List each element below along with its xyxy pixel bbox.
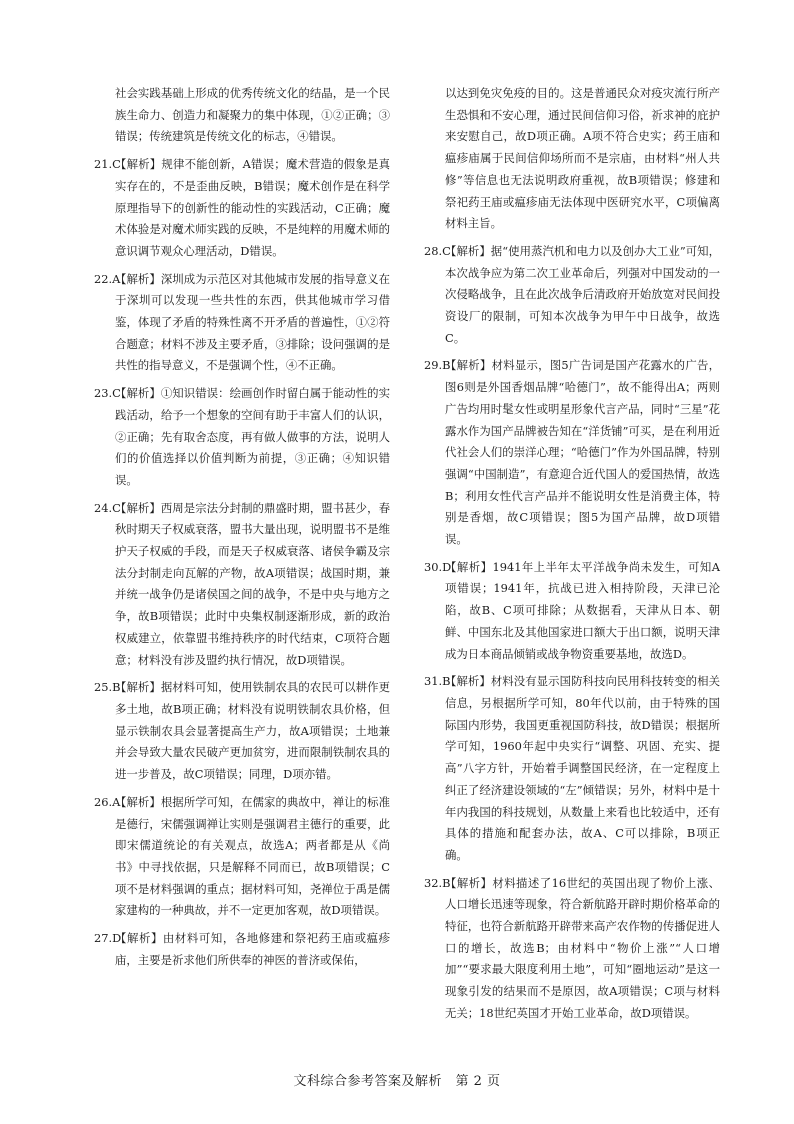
answer-entry-31 — [424, 671, 720, 866]
answer-entry-27 — [94, 928, 390, 971]
answer-entry-30 — [424, 557, 720, 666]
answer-number: 29.B — [424, 358, 451, 373]
answer-explanation: 【解析】深圳成为示范区对其他城市发展的指导意义在于深圳可以发现一些共性的东西，供其他城市学习借鉴，体现了矛盾的特殊性离不开矛盾的普遍性，①②符合题意；材料不涉及主要矛盾，③排除；设问强调的是共性的指导意义，不是强调个性，④不正确。 — [115, 271, 390, 373]
page-footer: 文科综合参考答案及解析 第 2 页 — [293, 1074, 501, 1089]
answer-entry-29 — [424, 355, 720, 550]
answer-explanation: 【解析】材料显示，图5广告词是国产花露水的广告，图6则是外国香烟品牌“哈德门”，故不能得出A；两则广告均用时髦女性或明星形象代言产品，同时“三星”花露水作为国产品牌被告知在“洋货铺”可买，是在利用近代社会人们的崇洋心理；“哈德门”作为外国品牌，特别强调“中国制造”，有意迎合近代国人的爱国热情，故选B；利用女性代言产品并不能说明女性是消费主体，特别是香烟，故C项错误；图5为国产品牌，故D项错误。 — [445, 358, 720, 547]
answer-entry-32 — [424, 873, 720, 1025]
answer-number: 26.A — [94, 794, 121, 809]
answer-number: 30.D — [424, 559, 452, 574]
answer-number: 32.B — [424, 875, 451, 890]
answer-explanation: 【解析】材料描述了16世纪的英国出现了物价上涨、人口增长迅速等现象，符合新航路开辟时期价格革命的特征，也符合新航路开辟带来高产农作物的传播促进人口的增长，故选B；由材料中“物价上涨”“人口增加”“要求最大限度利用土地”，可知“圈地运动”是这一现象引发的结果而不是原因，故A项错误；C项与材料无关；18世纪英国才开始工业革命，故D项错误。 — [445, 875, 720, 1020]
answer-entry-28 — [424, 241, 720, 350]
answer-entry-24 — [94, 498, 390, 672]
answer-entry-22 — [94, 269, 390, 378]
answer-number: 21.C — [94, 157, 121, 172]
answer-explanation: 【解析】1941年上半年太平洋战争尚未发生，可知A项错误；1941年，抗战已进入相持阶段，天津已沦陷，故B、C项可排除；从数据看，天津从日本、朝鲜、中国东北及其他国家进口额大于出口额，说明天津成为日本商品倾销或战争物资重要基地，故选D。 — [445, 559, 720, 661]
answer-explanation: 【解析】规律不能创新，A错误；魔术营造的假象是真实存在的，不是歪曲反映，B错误；魔术创作是在科学原理指导下的创新性的能动性的实践活动，C正确；魔术体验是对魔术师实践的反映，不是纯粹的用魔术师的意识调节观众心理活动，D错误。 — [115, 157, 390, 258]
answer-number: 24.C — [94, 500, 121, 515]
answer-entry-26 — [94, 792, 390, 922]
answer-explanation: 【解析】西周是宗法分封制的鼎盛时期，盟书甚少，春秋时期天子权威衰落，盟书大量出现，说明盟书不是维护天子权威的手段，而是天子权威衰落、诸侯争霸及宗法分封制走向瓦解的产物，故A项错误；战国时期，兼并统一战争仍是诸侯国之间的战争，不是中央与地方之争，故B项错误；此时中央集权制逐渐形成，新的政治权威建立，依靠盟书维持秩序的时代结束，C项符合题意；材料没有涉及盟约执行情况，故D项错误。 — [115, 500, 390, 667]
answer-explanation: 【解析】①知识错误：绘画创作时留白属于能动性的实践活动，给予一个想象的空间有助于丰富人们的认识，②正确；先有取舍态度，再有做人做事的方法，说明人们的价值选择以价值判断为前提，③正确；④知识错误。 — [115, 386, 390, 487]
answer-explanation: 【解析】据“使用蒸汽机和电力以及创办大工业”可知，本次战争应为第二次工业革命后，列强对中国发动的一次侵略战争，且在此次战争后清政府开始放宽对民间投资设厂的限制，可知本次战争为甲午中日战争，故选C。 — [445, 243, 720, 345]
left-column — [94, 83, 390, 977]
answer-explanation: 【解析】材料没有显示国防科技向民用科技转变的相关信息，另根据所学可知，80年代以前，由于特殊的国际国内形势，我国更重视国防科技，故D错误；根据所学可知，1960年起中央实行“调整、巩固、充实、提高”八字方针，开始着手调整国民经济，在一定程度上纠正了经济建设领域的“左”倾错误；另外，材料中是十年内我国的科技规划，从数量上来看也比较适中，还有具体的措施和配套办法，故A、C可以排除，B项正确。 — [445, 674, 720, 862]
answer-explanation: 【解析】由材料可知，各地修建和祭祀药王庙或瘟疹庙，主要是祈求他们所供奉的神医的普济或保佑， — [115, 931, 390, 967]
answer-number: 22.A — [94, 271, 121, 286]
answer-number: 27.D — [94, 931, 122, 946]
answer-explanation: 【解析】根据所学可知，在儒家的典故中，禅让的标准是德行，宋儒强调禅让实则是强调君主德行的重要，此即宋儒道统论的有关观点，故选A；两者都是从《尚书》中寻找依据，只是解释不同而已，故B项错误；C项不是材料强调的重点；据材料可知，尧禅位于禹是儒家建构的一种典故，并不一定更加客观，故D项错误。 — [115, 794, 390, 918]
answer-explanation: 【解析】据材料可知，使用铁制农具的农民可以耕作更多土地，故B项正确；材料没有说明铁制农具价格，但显示铁制农具会显著提高生产力，故A项错误；土地兼并会导致大量农民破产更加贫穷，进而限制铁制农具的进一步普及，故C项错误；同理，D项亦错。 — [115, 680, 390, 782]
answer-entry-23 — [94, 383, 390, 492]
continuation-paragraph: 社会实践基础上形成的优秀传统文化的结晶，是一个民族生命力、创造力和凝聚力的集中体现，①②正确；③错误；传统建筑是传统文化的标志，④错误。 — [115, 86, 390, 144]
answer-entry-25 — [94, 677, 390, 786]
answer-entry-21 — [94, 154, 390, 263]
continuation-paragraph: 以达到免灾免疫的目的。这是普通民众对疫灾流行所产生恐惧和不安心理，通过民间信仰习俗，祈求神的庇护来安慰自己，故D项正确。A项不符合史实；药王庙和瘟疹庙属于民间信仰场所而不是宗庙，由材料“州人共修”等信息也无法说明政府重视，故B项错误；修建和祭祀药王庙或瘟疹庙无法体现中医研究水平，C项偏离材料主旨。 — [445, 86, 720, 231]
answer-number: 31.B — [424, 674, 451, 689]
answer-number: 25.B — [94, 680, 121, 695]
answer-number: 23.C — [94, 386, 121, 401]
answer-number: 28.C — [424, 243, 451, 258]
right-column — [424, 83, 720, 1031]
